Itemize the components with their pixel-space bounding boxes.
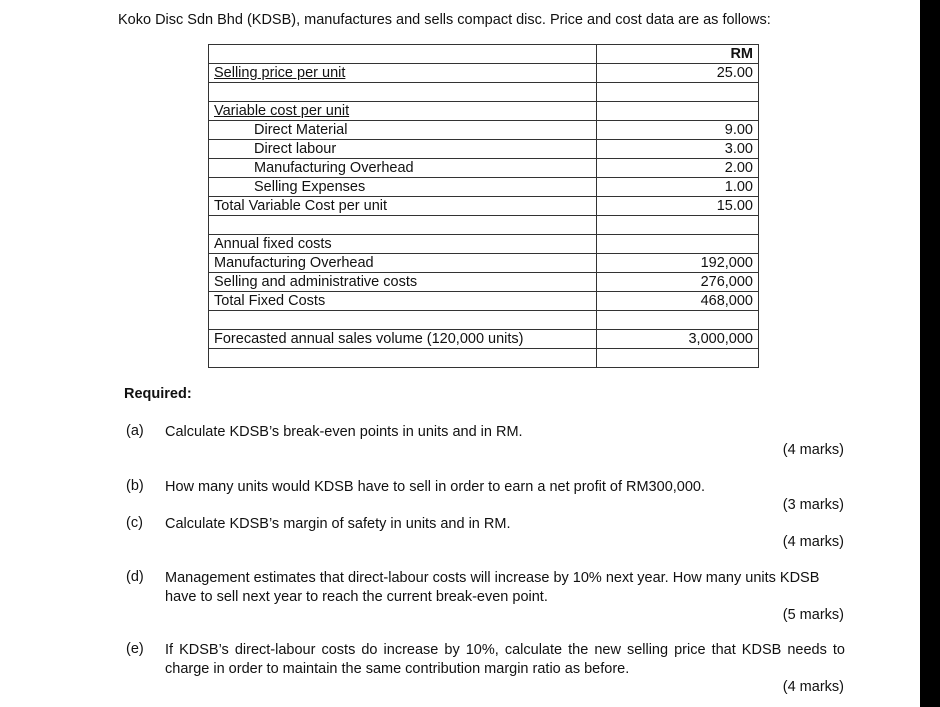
variable-item-value: 1.00: [597, 178, 759, 197]
total-fixed-value: 468,000: [597, 292, 759, 311]
question-c-text: Calculate KDSB’s margin of safety in units and in RM.: [165, 516, 511, 532]
fixed-item-value: 276,000: [597, 273, 759, 292]
variable-item-value: 2.00: [597, 159, 759, 178]
variable-item-label: Selling Expenses: [209, 178, 597, 197]
fixed-item-label: Manufacturing Overhead: [209, 254, 597, 273]
question-d-text: Management estimates that direct-labour costs will increase by 10% next year. How many units KDSB have to sell next year to reach the current break-even point.: [165, 570, 820, 605]
currency-header: RM: [597, 45, 759, 64]
question-d-letter: (d): [126, 569, 144, 585]
question-c-marks: (4 marks): [782, 534, 844, 550]
question-b-marks: (3 marks): [782, 497, 844, 513]
table-header-row: [209, 45, 759, 64]
total-variable-value: 15.00: [597, 197, 759, 216]
variable-heading: Variable cost per unit: [214, 103, 350, 119]
table-blank-row: [209, 349, 759, 368]
required-heading: Required:: [124, 386, 192, 402]
fixed-item-label: Selling and administrative costs: [209, 273, 597, 292]
table-row: [209, 64, 759, 83]
variable-item-label: Manufacturing Overhead: [209, 159, 597, 178]
selling-price-value: 25.00: [597, 64, 759, 83]
table-blank-row: [209, 216, 759, 235]
question-b-letter: (b): [126, 478, 144, 494]
table-row: [209, 273, 759, 292]
table-blank-row: [209, 311, 759, 330]
table-row: [209, 102, 759, 121]
total-fixed-label: Total Fixed Costs: [209, 292, 597, 311]
table-row: [209, 235, 759, 254]
variable-item-label: Direct Material: [209, 121, 597, 140]
table-blank-row: [209, 83, 759, 102]
selling-price-label: Selling price per unit: [214, 65, 346, 81]
table-row: [209, 140, 759, 159]
question-e-letter: (e): [126, 641, 144, 657]
fixed-heading: Annual fixed costs: [209, 235, 597, 254]
variable-item-value: 9.00: [597, 121, 759, 140]
total-variable-label: Total Variable Cost per unit: [209, 197, 597, 216]
question-d-marks: (5 marks): [782, 607, 844, 623]
table-row: [209, 121, 759, 140]
table-row: [209, 197, 759, 216]
right-edge-bar: [920, 0, 940, 707]
fixed-item-value: 192,000: [597, 254, 759, 273]
table-row: [209, 159, 759, 178]
forecast-value: 3,000,000: [597, 330, 759, 349]
question-a-text: Calculate KDSB’s break-even points in units and in RM.: [165, 424, 523, 440]
table-row: [209, 292, 759, 311]
question-e-marks: (4 marks): [782, 679, 844, 695]
question-a-marks: (4 marks): [782, 442, 844, 458]
forecast-label: Forecasted annual sales volume (120,000 units): [209, 330, 597, 349]
cost-data-table: [208, 44, 759, 368]
question-a-letter: (a): [126, 423, 144, 439]
variable-item-value: 3.00: [597, 140, 759, 159]
variable-item-label: Direct labour: [209, 140, 597, 159]
table-row: [209, 254, 759, 273]
table-row: [209, 330, 759, 349]
intro-text: Koko Disc Sdn Bhd (KDSB), manufactures and sells compact disc. Price and cost data are as follows:: [118, 12, 771, 28]
table-row: [209, 178, 759, 197]
question-b-text: How many units would KDSB have to sell in order to earn a net profit of RM300,000.: [165, 479, 706, 495]
question-e-text: If KDSB’s direct-labour costs do increase by 10%, calculate the new selling price that KDSB needs to charge in order to maintain the same contribution margin ratio as before.: [165, 642, 845, 677]
question-c-letter: (c): [126, 515, 143, 531]
